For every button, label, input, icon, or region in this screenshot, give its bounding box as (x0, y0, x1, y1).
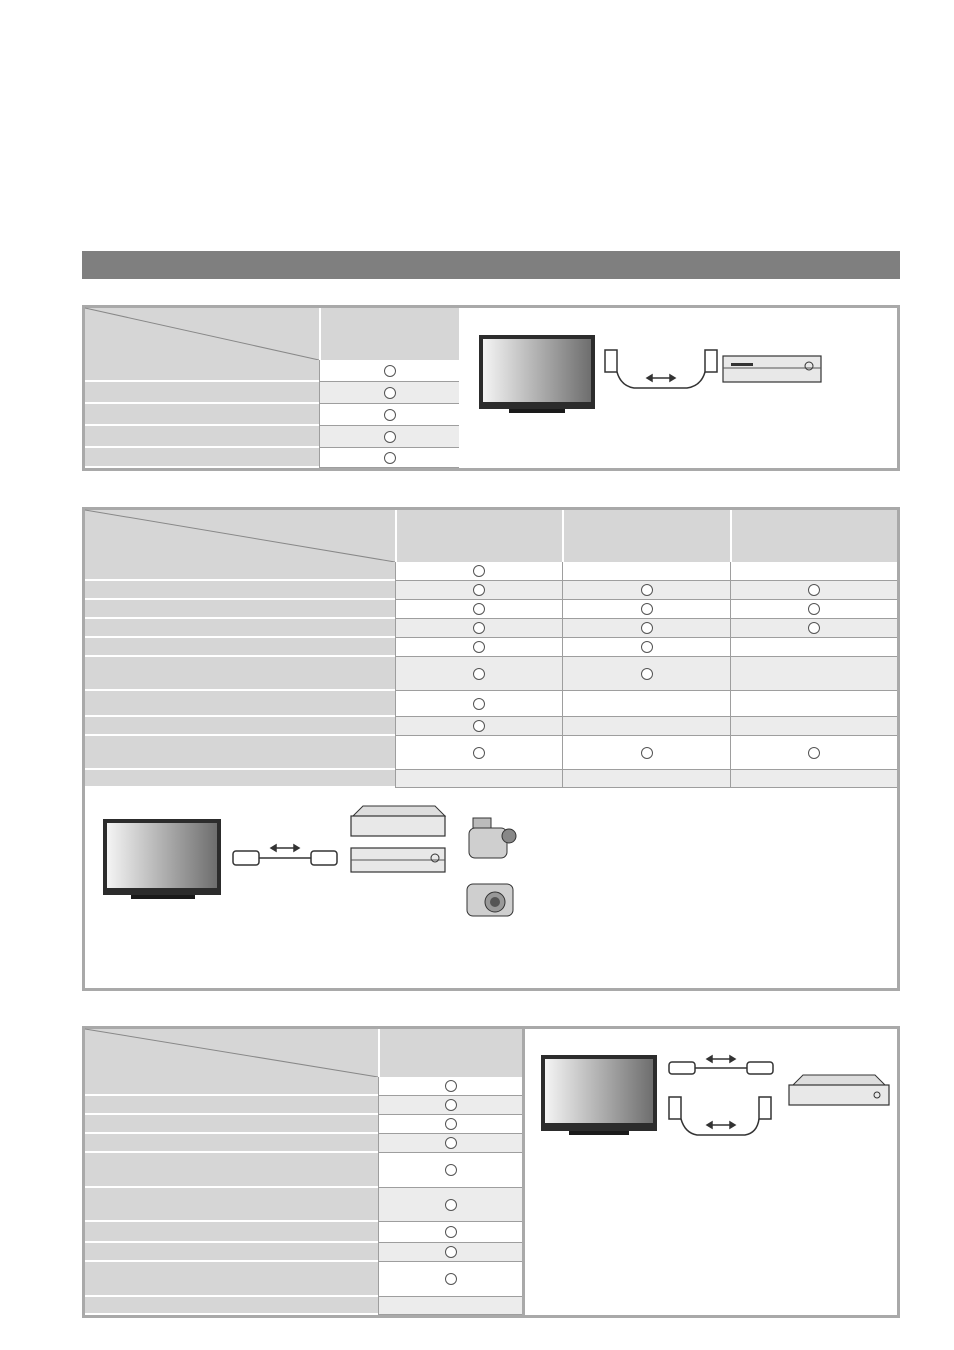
table1-header-corner (85, 308, 319, 360)
table2-cell (730, 657, 897, 691)
table3-box (82, 1026, 900, 1318)
table1-col-header (319, 308, 459, 360)
check-circle-icon (641, 747, 653, 759)
table3-illustration (525, 1029, 897, 1229)
table3-row-label (85, 1077, 378, 1096)
check-circle-icon (473, 565, 485, 577)
table3-cell (378, 1222, 522, 1243)
table2-cell (730, 691, 897, 717)
table2-row-label (85, 600, 395, 619)
table2-row-label (85, 619, 395, 638)
table3-col-header (378, 1029, 522, 1077)
check-circle-icon (641, 641, 653, 653)
table3-row-label (85, 1188, 378, 1222)
tv-icon (479, 335, 595, 413)
table2-row-label (85, 657, 395, 691)
table1-cell (319, 404, 459, 426)
check-circle-icon (473, 698, 485, 710)
table1-cell (319, 360, 459, 382)
table2-col-header (395, 510, 562, 562)
check-circle-icon (641, 584, 653, 596)
table2-row-label (85, 581, 395, 600)
check-circle-icon (473, 668, 485, 680)
check-circle-icon (445, 1137, 457, 1149)
table2-cell (562, 581, 730, 600)
check-circle-icon (808, 584, 820, 596)
table3-cell (378, 1262, 522, 1297)
table2-cell (730, 619, 897, 638)
table2-cell (395, 770, 562, 788)
table3-cell (378, 1115, 522, 1134)
check-circle-icon (445, 1099, 457, 1111)
table2-cell (562, 770, 730, 788)
table2-col-header (562, 510, 730, 562)
table2-header-corner (85, 510, 395, 562)
check-circle-icon (641, 603, 653, 615)
table3-cell (378, 1096, 522, 1115)
table2-cell (395, 600, 562, 619)
table2-cell (730, 562, 897, 581)
check-circle-icon (445, 1118, 457, 1130)
check-circle-icon (384, 409, 396, 421)
table2-cell (562, 736, 730, 770)
table2-cell (562, 657, 730, 691)
check-circle-icon (473, 603, 485, 615)
table1-row-label (85, 426, 319, 448)
table3-row-label (85, 1153, 378, 1188)
table2-illustration (85, 792, 897, 992)
recorder-icon (789, 1075, 889, 1105)
check-circle-icon (445, 1164, 457, 1176)
table2-row-label (85, 736, 395, 770)
check-circle-icon (445, 1246, 457, 1258)
check-circle-icon (473, 747, 485, 759)
check-circle-icon (641, 622, 653, 634)
check-circle-icon (384, 431, 396, 443)
table3-row-label (85, 1297, 378, 1315)
table2-cell (730, 638, 897, 657)
check-circle-icon (473, 584, 485, 596)
table2-cell (395, 562, 562, 581)
table2-cell (730, 770, 897, 788)
table2-cell (395, 691, 562, 717)
check-circle-icon (641, 668, 653, 680)
table2-cell (395, 717, 562, 736)
table3-row-label (85, 1222, 378, 1243)
table3-cell (378, 1188, 522, 1222)
table2-row-label (85, 717, 395, 736)
table3-row-label (85, 1134, 378, 1153)
table2-row-label (85, 770, 395, 788)
table2-col-header (730, 510, 897, 562)
tv-icon (103, 819, 221, 899)
table2-row-label (85, 691, 395, 717)
table2-cell (395, 581, 562, 600)
table1-row-label (85, 360, 319, 382)
section-header-bar (82, 251, 900, 279)
scart-cable-icon (669, 1097, 771, 1135)
table3-row-label (85, 1243, 378, 1262)
table2-cell (395, 638, 562, 657)
check-circle-icon (384, 365, 396, 377)
table3-grid (85, 1077, 522, 1315)
table2-cell (730, 600, 897, 619)
table2-cell (730, 736, 897, 770)
table2-cell (562, 562, 730, 581)
table2-row-label (85, 562, 395, 581)
table2-grid (85, 562, 897, 790)
digital-camera-icon (467, 884, 513, 916)
table3-row-label (85, 1262, 378, 1297)
table2-row-label (85, 638, 395, 657)
check-circle-icon (808, 603, 820, 615)
check-circle-icon (808, 747, 820, 759)
check-circle-icon (384, 387, 396, 399)
video-camera-icon (469, 818, 516, 858)
table1-row-label (85, 448, 319, 468)
table2-cell (562, 600, 730, 619)
check-circle-icon (384, 452, 396, 464)
table2-cell (730, 717, 897, 736)
table2-cell (395, 619, 562, 638)
table2-cell (395, 657, 562, 691)
hdmi-cable-icon (669, 1056, 773, 1074)
table1-box (82, 305, 900, 471)
recorder-icon (351, 806, 445, 872)
check-circle-icon (445, 1199, 457, 1211)
table3-row-label (85, 1096, 378, 1115)
table2-cell (562, 691, 730, 717)
table1-row-label (85, 382, 319, 404)
table1-illustration (459, 308, 899, 468)
dvd-recorder-icon (723, 356, 821, 382)
table2-cell (562, 638, 730, 657)
table3-row-label (85, 1115, 378, 1134)
table2-cell (395, 736, 562, 770)
tv-icon (541, 1055, 657, 1135)
hdmi-cable-icon (233, 845, 337, 865)
table2-cell (730, 581, 897, 600)
check-circle-icon (473, 720, 485, 732)
check-circle-icon (445, 1226, 457, 1238)
table1-grid (85, 360, 459, 468)
check-circle-icon (445, 1273, 457, 1285)
table1-row-label (85, 404, 319, 426)
table1-cell (319, 448, 459, 468)
table3-cell (378, 1243, 522, 1262)
table3-cell (378, 1297, 522, 1315)
check-circle-icon (445, 1080, 457, 1092)
table2-box (82, 507, 900, 991)
table3-cell (378, 1077, 522, 1096)
table2-cell (562, 717, 730, 736)
table1-cell (319, 426, 459, 448)
check-circle-icon (473, 641, 485, 653)
table3-header-corner (85, 1029, 378, 1077)
table3-cell (378, 1153, 522, 1188)
scart-cable-icon (605, 350, 717, 388)
check-circle-icon (808, 622, 820, 634)
table3-cell (378, 1134, 522, 1153)
table1-cell (319, 382, 459, 404)
check-circle-icon (473, 622, 485, 634)
table2-cell (562, 619, 730, 638)
